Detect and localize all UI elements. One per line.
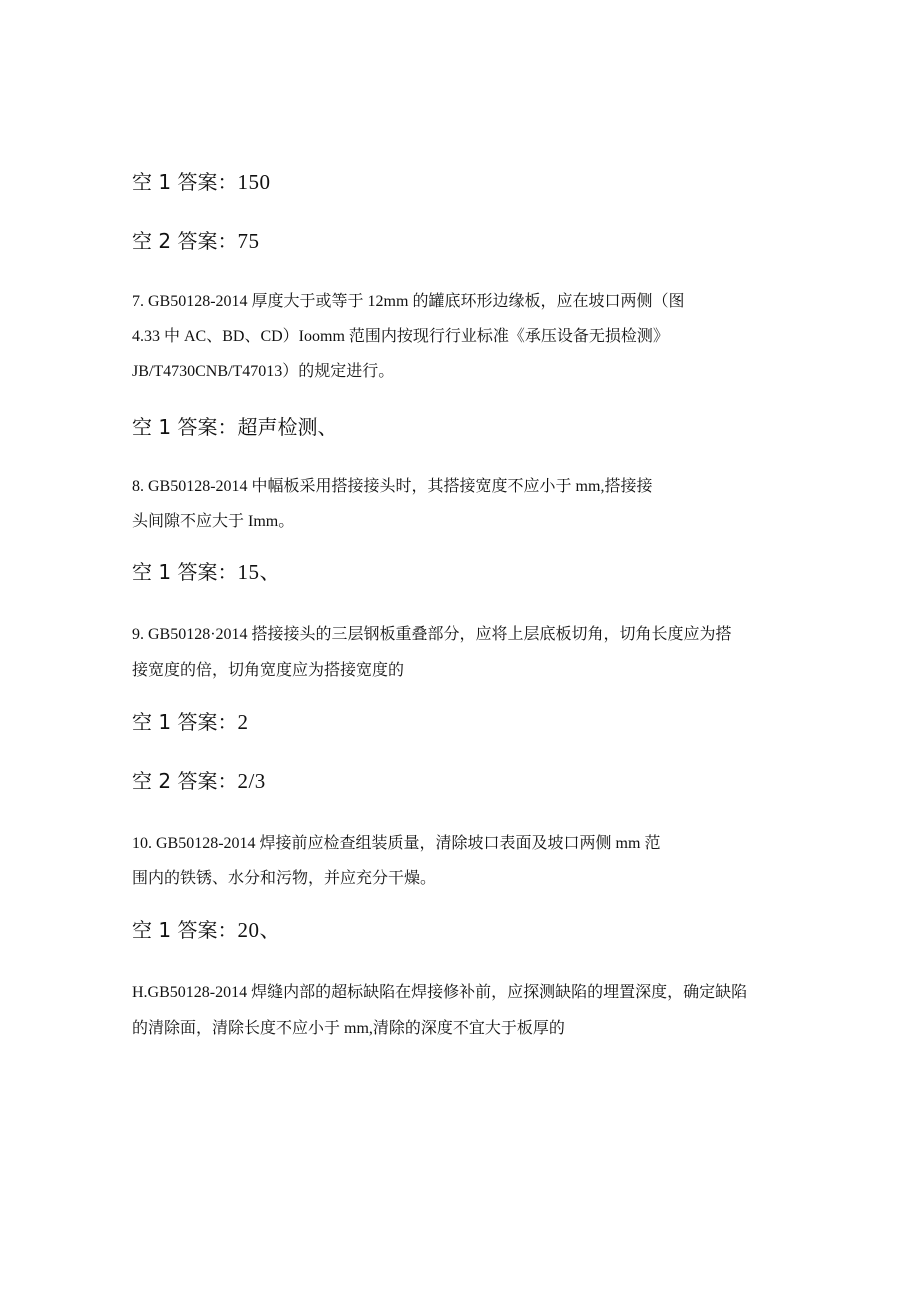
answer-label: 空 1 答案： <box>132 560 238 584</box>
answer-value: 75 <box>237 229 260 253</box>
answer-label: 空 1 答案： <box>132 415 238 439</box>
answer-value: 15、 <box>237 560 281 584</box>
question-7-line-3: JB/T4730CNB/T47013）的规定进行。 <box>132 363 395 380</box>
answer-line-2 <box>132 228 259 254</box>
question-10-line-1: 10. GB50128-2014 焊接前应检查组装质量，清除坡口表面及坡口两侧 mm 范 <box>132 835 661 852</box>
question-11-line-1: H.GB50128-2014 焊缝内部的超标缺陷在焊接修补前，应探测缺陷的埋置深度，确定缺陷 <box>132 984 748 1001</box>
question-8-line-1: 8. GB50128-2014 中幅板采用搭接接头时，其搭接宽度不应小于 mm,搭接接 <box>132 478 653 495</box>
answer-label: 空 2 答案： <box>132 769 238 793</box>
answer-value: 超声检测、 <box>237 415 338 439</box>
answer-value: 20、 <box>237 918 281 942</box>
answer-value: 150 <box>237 170 271 194</box>
question-8-line-2: 头间隙不应大于 Imm。 <box>132 513 295 530</box>
question-7-line-2: 4.33 中 AC、BD、CD）Ioomm 范围内按现行行业标准《承压设备无损检测》 <box>132 328 669 345</box>
answer-line-7 <box>132 917 281 943</box>
answer-line-4 <box>132 559 281 585</box>
question-9-line-1: 9. GB50128·2014 搭接接头的三层钢板重叠部分，应将上层底板切角，切角长度应为搭 <box>132 626 732 643</box>
question-11-line-2: 的清除面，清除长度不应小于 mm,清除的深度不宜大于板厚的 <box>132 1020 565 1037</box>
answer-line-1 <box>132 169 270 195</box>
answer-label: 空 1 答案： <box>132 918 238 942</box>
question-7-line-1: 7. GB50128-2014 厚度大于或等于 12mm 的罐底环形边缘板，应在坡口两侧（图 <box>132 293 685 310</box>
answer-label: 空 1 答案： <box>132 710 238 734</box>
answer-label: 空 1 答案： <box>132 170 238 194</box>
answer-label: 空 2 答案： <box>132 229 238 253</box>
answer-line-5 <box>132 709 248 735</box>
answer-line-6 <box>132 768 266 794</box>
question-9-line-2: 接宽度的倍，切角宽度应为搭接宽度的 <box>132 662 405 679</box>
answer-value: 2/3 <box>237 769 266 793</box>
answer-value: 2 <box>237 710 249 734</box>
question-10-line-2: 围内的铁锈、水分和污物，并应充分干燥。 <box>132 870 437 887</box>
answer-line-3 <box>132 414 337 440</box>
